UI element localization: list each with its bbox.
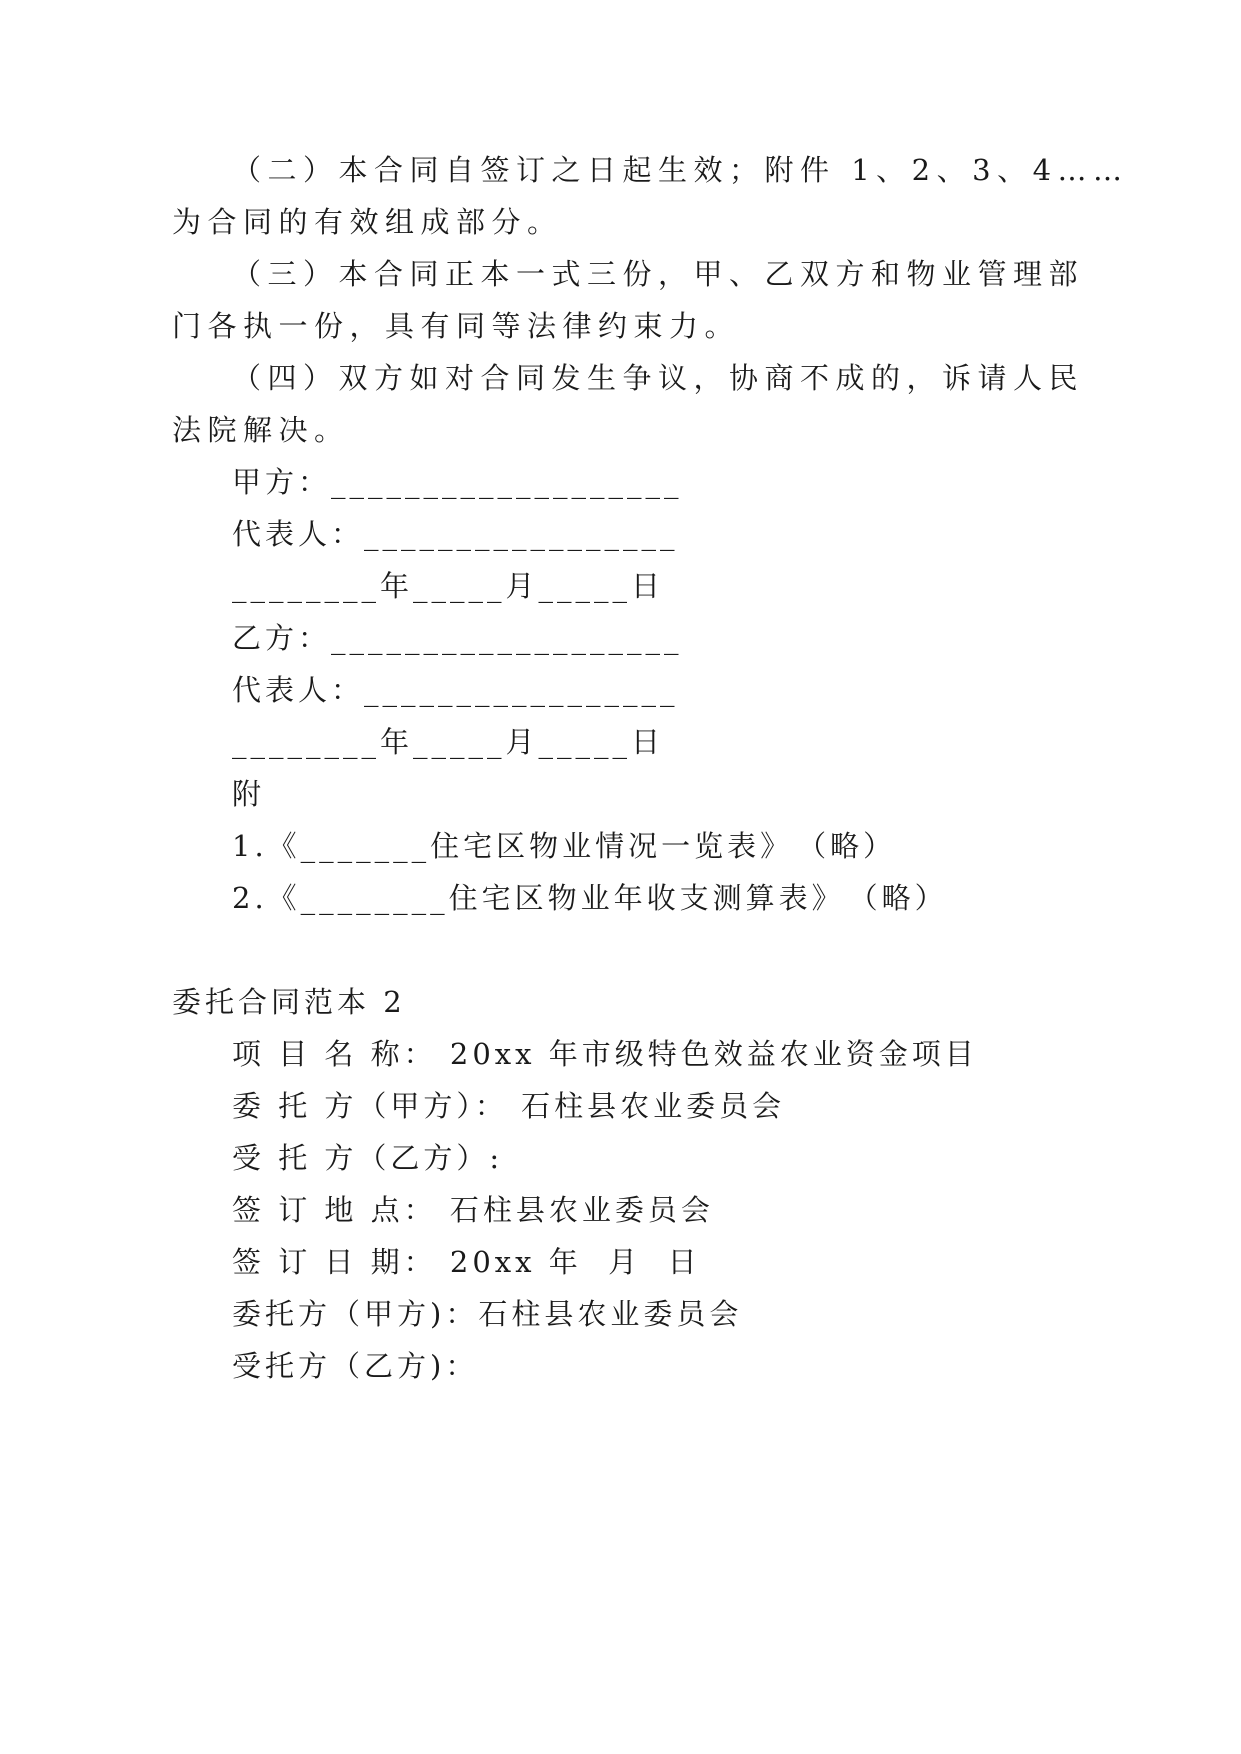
clause-4-line-1: （四）双方如对合同发生争议，协商不成的，诉请人民 [232, 361, 1085, 395]
clause-3-line-1: （三）本合同正本一式三份，甲、乙双方和物业管理部 [232, 257, 1085, 291]
clause-2-line-1: （二）本合同自签订之日起生效；附件 1、2、3、4…… [232, 153, 1129, 187]
party-b-representative: 代表人：_________________ [232, 673, 679, 707]
signing-date-field: 签 订 日 期： 20xx 年 月 日 [232, 1245, 701, 1279]
contractor-party-b-field: 受 托 方（乙方）: [232, 1141, 504, 1175]
signing-location-field: 签 订 地 点： 石柱县农业委员会 [232, 1193, 714, 1227]
clause-4-line-2: 法院解决。 [172, 413, 350, 447]
client-party-a-line: 委托方（甲方)：石柱县农业委员会 [232, 1297, 743, 1331]
attachment-item-2: 2.《________住宅区物业年收支测算表》 （略） [232, 881, 948, 915]
party-b-signature: 乙方：___________________ [232, 621, 683, 655]
client-party-a-field: 委 托 方（甲方）： 石柱县农业委员会 [232, 1089, 786, 1123]
sample-2-title: 委托合同范本 2 [172, 985, 406, 1019]
attachments-heading: 附 [232, 777, 266, 811]
party-a-date: ________年_____月_____日 [232, 569, 665, 603]
clause-3-line-2: 门各执一份，具有同等法律约束力。 [172, 309, 741, 343]
contractor-party-b-line: 受托方（乙方)： [232, 1349, 479, 1383]
party-a-representative: 代表人：_________________ [232, 517, 679, 551]
project-name-field: 项 目 名 称： 20xx 年市级特色效益农业资金项目 [232, 1037, 978, 1071]
party-a-signature: 甲方：___________________ [232, 465, 683, 499]
clause-2-line-2: 为合同的有效组成部分。 [172, 205, 563, 239]
party-b-date: ________年_____月_____日 [232, 725, 665, 759]
attachment-item-1: 1.《_______住宅区物业情况一览表》 （略） [232, 829, 897, 863]
